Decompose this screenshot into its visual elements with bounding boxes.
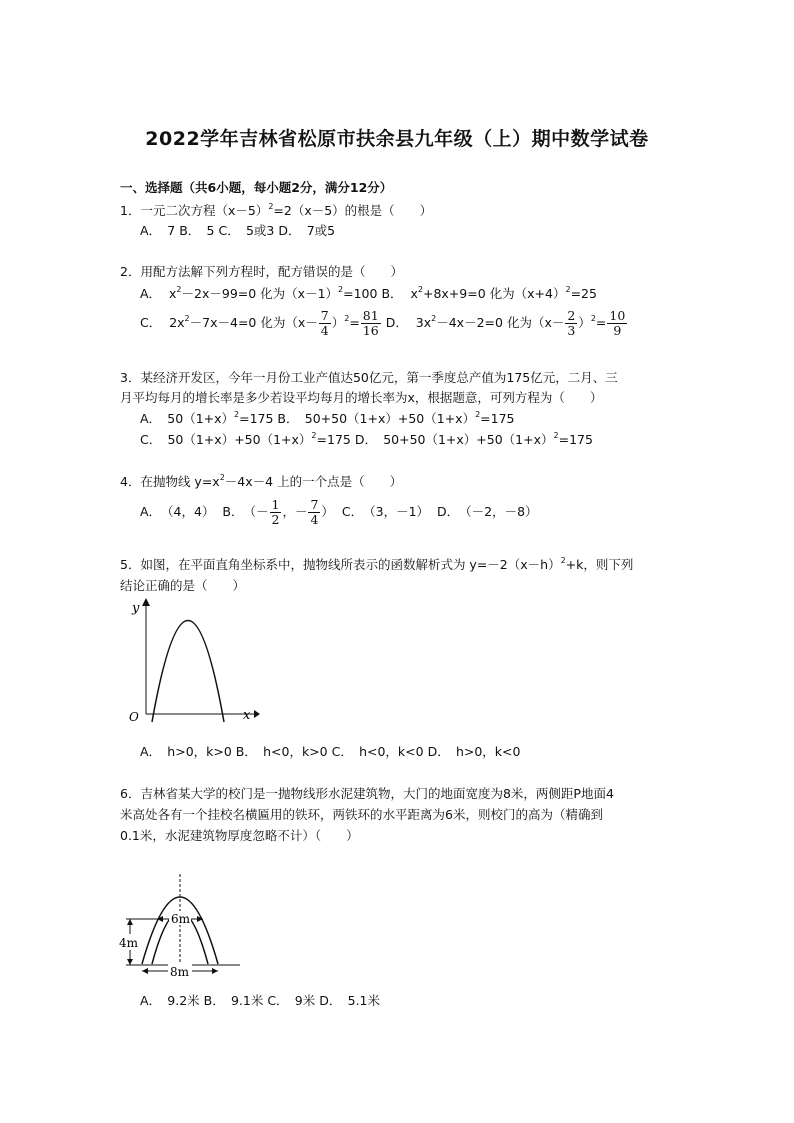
exponent: 2: [431, 314, 437, 323]
denominator: 3: [567, 323, 576, 338]
q3-text: =175: [480, 411, 515, 426]
exponent: 2: [565, 285, 571, 294]
exponent: 2: [553, 431, 559, 440]
q2-text: x: [169, 286, 177, 301]
q2-text: 3x: [415, 315, 432, 330]
q3-text: =175 B． 50+50（1+x）+50（1+x）: [239, 411, 476, 426]
q3-text: =175: [558, 432, 593, 447]
fraction: [319, 309, 331, 338]
q2-text: －2x－99=0 化为（x－1）: [181, 286, 339, 301]
numerator: 10: [609, 308, 626, 323]
question-6-line-1: 6．吉林省某大学的校门是一抛物线形水泥建筑物，大门的地面宽度为8米，两侧距P地面4: [120, 786, 614, 801]
question-2-options-ab: [140, 284, 597, 304]
x-axis-label: x: [243, 708, 251, 723]
q1-stem-part: =2（x－5）的根是（ ）: [273, 203, 433, 218]
q5-text: 5．如图，在平面直角坐标系中，抛物线所表示的函数解析式为 y=－2（x－h）: [120, 557, 561, 572]
arrow-up-icon: [127, 919, 133, 925]
fraction: [361, 309, 381, 338]
q2-text: =: [349, 315, 360, 330]
q2-text: ）: [578, 315, 591, 330]
q4-text: －4x－4 上的一个点是（ ）: [224, 474, 403, 489]
q2-text: 2x: [169, 315, 185, 330]
label-4m: 4m: [119, 936, 139, 950]
denominator: 4: [310, 512, 319, 527]
exponent: 2: [176, 285, 182, 294]
question-3-line-2: 月平均每月的增长率是多少若设平均每月的增长率为x，根据题意，可列方程为（ ）: [120, 390, 603, 405]
fraction: [270, 498, 282, 527]
q4-text: 4．在抛物线 y=x: [120, 474, 220, 489]
question-5-line-2: 结论正确的是（ ）: [120, 578, 246, 593]
exponent: 2: [475, 410, 481, 419]
option-label: C．: [140, 315, 162, 330]
denominator: 16: [362, 323, 379, 338]
question-3-options-ab: [140, 409, 515, 429]
question-1-options: A． 7 B． 5 C． 5或3 D． 7或5: [140, 223, 336, 238]
origin-label: O: [129, 710, 139, 724]
question-6-line-3: 0.1米，水泥建筑物厚度忽略不计）（ ）: [120, 828, 359, 843]
q3-text: C． 50（1+x）+50（1+x）: [140, 432, 312, 447]
question-2-stem: 2．用配方法解下列方程时，配方错误的是（ ）: [120, 264, 403, 279]
numerator: 2: [567, 308, 576, 323]
q1-stem-part: 1．一元二次方程（x－5）: [120, 203, 269, 218]
numerator: 81: [362, 308, 379, 323]
question-2-options-cd: [140, 309, 628, 338]
exponent: 2: [338, 285, 344, 294]
arrow-right-icon: [212, 968, 218, 974]
arrow-down-icon: [127, 959, 133, 965]
page-title: 2022学年吉林省松原市扶余县九年级（上）期中数学试卷: [145, 128, 649, 150]
q2-text: x: [410, 286, 418, 301]
q5-text: +k，则下列: [565, 557, 634, 572]
question-5-line-1: [120, 555, 633, 575]
q3-text: A． 50（1+x）: [140, 411, 235, 426]
q2-text: =25: [570, 286, 597, 301]
option-label: D．: [385, 315, 408, 330]
exponent: 2: [184, 314, 190, 323]
option-label: B．: [381, 286, 403, 301]
option-label: A．: [140, 286, 162, 301]
x-axis-arrow: [254, 710, 260, 718]
numerator: 1: [271, 497, 280, 512]
q2-text: =: [595, 315, 607, 330]
q2-text: －4x－2=0 化为（x－: [436, 315, 565, 330]
exponent: 2: [219, 473, 225, 482]
exponent: 2: [590, 314, 596, 323]
exponent: 2: [417, 285, 423, 294]
question-4-options: [140, 498, 538, 527]
q2-text: +8x+9=0 化为（x+4）: [422, 286, 566, 301]
exponent: 2: [234, 410, 240, 419]
q3-text: =175 D． 50+50（1+x）+50（1+x）: [316, 432, 554, 447]
question-6-options: A． 9.2米 B． 9.1米 C． 9米 D． 5.1米: [140, 993, 380, 1008]
option-a: A． （4，4）: [140, 504, 215, 519]
label-8m: 8m: [170, 965, 190, 979]
option-d: D． （－2，－8）: [436, 504, 538, 519]
fraction: [565, 309, 577, 338]
q6-gate-figure: [116, 850, 244, 982]
arrow-left-icon: [142, 968, 148, 974]
q4-text: ，－: [282, 504, 308, 519]
fraction: [308, 498, 320, 527]
question-3-options-cd: [140, 430, 593, 450]
question-6-line-2: 米高处各有一个挂校名横匾用的铁环，两铁环的水平距离为6米，则校门的高为（精确到: [120, 807, 603, 822]
label-6m: 6m: [171, 912, 191, 926]
y-axis-label: y: [132, 601, 140, 616]
exponent: 2: [560, 556, 566, 565]
exponent: 2: [311, 431, 317, 440]
question-3-line-1: 3．某经济开发区，今年一月份工业产值达50亿元，第一季度总产值为175亿元，二月、三: [120, 370, 618, 385]
q5-parabola-figure: [116, 596, 261, 728]
question-5-options: A． h>0，k>0 B． h<0，k>0 C． h<0，k<0 D． h>0，k<0: [140, 744, 521, 759]
q2-text: －7x－4=0 化为（x－: [189, 315, 318, 330]
option-c: C． （3，－1）: [341, 504, 430, 519]
y-axis-arrow: [142, 598, 150, 606]
parabola-curve: [152, 621, 224, 723]
question-4-stem: [120, 472, 402, 492]
exponent: 2: [344, 314, 350, 323]
option-b: B． （－: [222, 504, 269, 519]
denominator: 2: [271, 512, 280, 527]
question-1-stem: [120, 201, 432, 221]
section-heading: 一、选择题（共6小题，每小题2分，满分12分）: [120, 180, 393, 195]
q2-text: ）: [331, 315, 345, 330]
q2-text: =100: [343, 286, 378, 301]
numerator: 7: [310, 497, 319, 512]
q4-text: ）: [321, 504, 334, 519]
exponent: 2: [268, 202, 274, 211]
denominator: 9: [613, 323, 622, 338]
fraction: [607, 309, 627, 338]
denominator: 4: [320, 323, 329, 338]
numerator: 7: [320, 308, 329, 323]
